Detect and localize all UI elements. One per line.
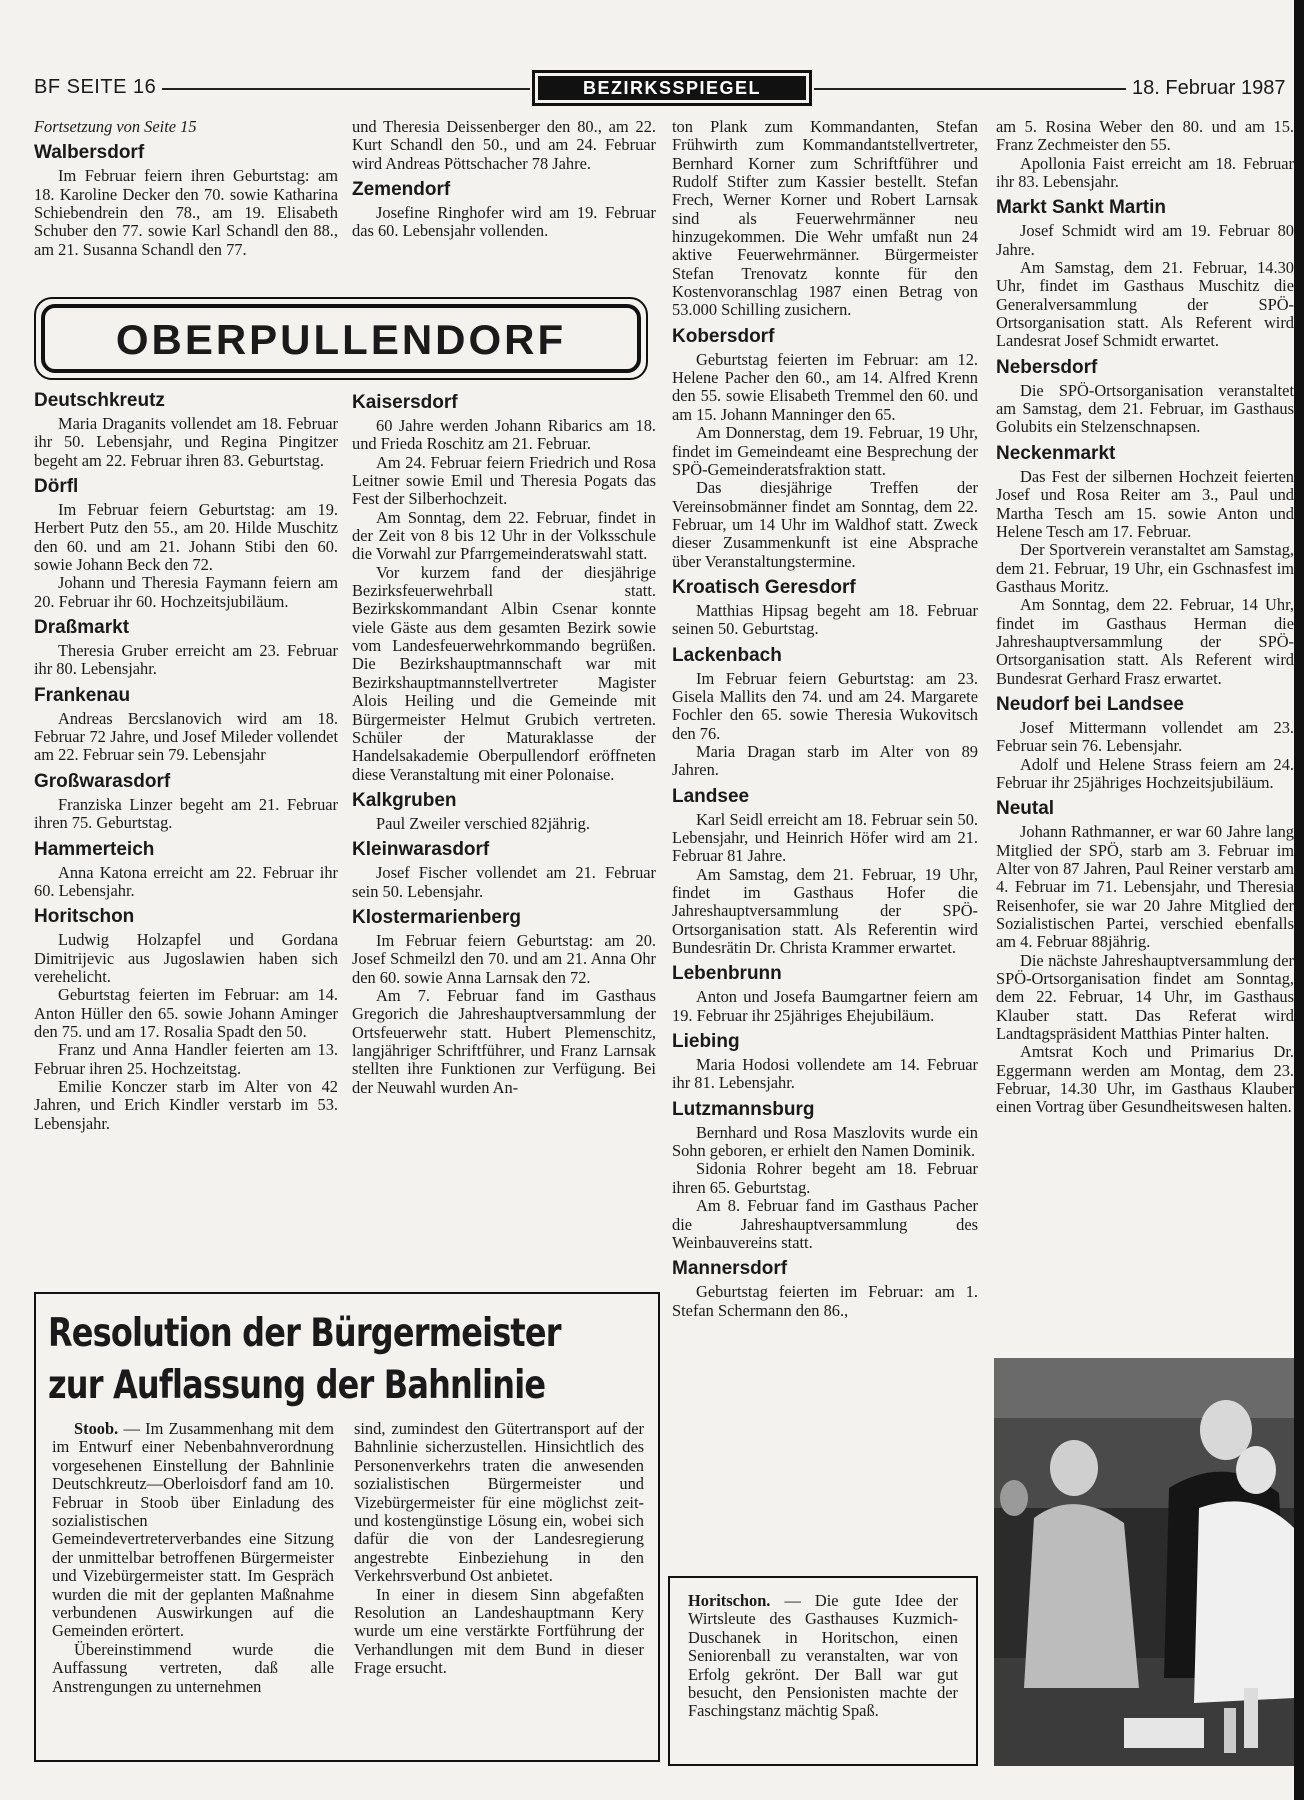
article-horitschon-2: Geburtstag feierten im Februar: am 14. Anton Hüller den 65. sowie Johann Aminger den 75. und am 17. Rosalia Spadt den 50. (34, 985, 338, 1041)
header-rule-left (162, 88, 530, 90)
heading-doerfl: Dörfl (34, 476, 79, 498)
heading-kaisersdorf: Kaisersdorf (352, 392, 458, 413)
article-neutal-2: Die nächste Jahreshauptversammlung der SPÖ-Ortsorganisation findet am Sonntag, dem 22. Februar, 14 Uhr, im Gasthaus Klauber statt. Das Referat wird Landtagspräsident Matthias Pinter halten. (996, 950, 1294, 1044)
article-neckenmarkt-2: Der Sportverein veranstaltet am Samstag, dem 21. Februar, 19 Uhr, ein Gschnasfest im Gasthaus Moritz. (996, 540, 1294, 596)
photo-caption-box (668, 1576, 978, 1766)
article-horitschon-3: Franz und Anna Handler feierten am 13. Februar ihren 25. Hochzeitstag. (34, 1040, 338, 1078)
article-neudorf-2: Adolf und Helene Strass feiern am 24. Februar ihr 25jähriges Hochzeitsjubiläum. (996, 754, 1294, 792)
resolution-column-2 (354, 1420, 644, 1678)
article-zemendorf: Josefine Ringhofer wird am 19. Februar das 60. Lebensjahr vollenden. (352, 203, 656, 241)
page-label: BF SEITE 16 (34, 76, 157, 98)
article-horitschon-1: Ludwig Holzapfel und Gordana Dimitrijevic aus Jugoslawien haben sich verehelicht. (34, 930, 338, 986)
heading-zemendorf: Zemendorf (352, 179, 451, 201)
continuation-note: Fortsetzung von Seite 15 (34, 117, 197, 136)
district-banner-title: OBERPULLENDORF (41, 304, 641, 373)
article-grosswarasdorf: Franziska Linzer begeht am 21. Februar ihren 75. Geburtstag. (34, 794, 338, 833)
resolution-headline-line-2: zur Auflassung der Bahnlinie (48, 1363, 546, 1408)
heading-landsee: Landsee (672, 785, 750, 807)
heading-neckenmarkt: Neckenmarkt (996, 442, 1116, 464)
article-kaisersdorf-2: Am 24. Februar feiern Friedrich und Rosa Leitner sowie Emil und Theresia Pogats das Fest der Silberhochzeit. (352, 452, 656, 509)
article-kaisersdorf-1: 60 Jahre werden Johann Ribarics am 18. und Frieda Roschitz am 21. Februar. (352, 416, 656, 454)
article-kroatisch-geresdorf: Matthias Hipsag begeht am 18. Februar seinen 50. Geburtstag. (672, 600, 978, 639)
column-4 (996, 118, 1294, 1117)
heading-grosswarasdorf: Großwarasdorf (34, 770, 171, 792)
article-frankenau: Andreas Bercslanovich wird am 18. Februar 72 Jahre, und Josef Mileder vollendet am 22. Februar sein 79. Lebensjahr (34, 708, 338, 765)
article-kalkgruben: Paul Zweiler verschied 82jährig. (376, 813, 590, 833)
article-neutal-1: Johann Rathmanner, er war 60 Jahre lang Mitglied der SPÖ, starb am 3. Februar im Alter von 87 Jahren, Paul Reiner verstarb am 4. Februar im 71. Lebensjahr, und Theresia Reisenhofer, sie war 20 Jahre Mitglied der Sozialistischen Partei, verschied ebenfalls am 4. Februar 88jährig. (996, 822, 1294, 952)
article-lackenbach-2: Maria Dragan starb im Alter von 89 Jahren. (672, 741, 978, 780)
article-lutzmannsburg-2: Sidonia Rohrer begeht am 18. Februar ihren 65. Geburtstag. (672, 1159, 978, 1197)
article-nebersdorf: Die SPÖ-Ortsorganisation veranstaltet am Samstag, dem 21. Februar, im Gasthaus Golubits ein Stelzenschnapsen. (996, 380, 1294, 437)
dance-photo-image (994, 1358, 1294, 1766)
article-continued-2: ton Plank zum Kommandanten, Stefan Frühwirth zum Kommandantstellvertreter, Bernhard Korner zum Schriftführer und Rudolf Stifter zum Kassier bestellt. Stefan Frech, Werner Korner und Robert Larnsak sind als Feuerwehrmänner neu hinzugekommen. Die Wehr umfaßt nun 24 aktive Feuerwehrmänner. Bürgermeister Stefan Trenovatz konnte für den Kostenvoranschlag 1987 einen Betrag von 53.000 Schilling zusichern. (672, 117, 978, 320)
article-drassmarkt: Theresia Gruber erreicht am 23. Februar ihr 80. Lebensjahr. (34, 641, 338, 679)
article-kobersdorf-1: Geburtstag feierten im Februar: am 12. Helene Pacher den 60., am 14. Alfred Krenn den 55. sowie Elisabeth Tremmel den 60. und am 15. Johann Manninger den 65. (672, 349, 978, 424)
resolution-paragraph-4: In einer in diesem Sinn abgefaßten Resolution an Landeshauptmann Kery wurde um eine verstärkte Fortführung der Verhandlungen mit dem Bund in dieser Frage ersucht. (354, 1584, 644, 1678)
article-continued: und Theresia Deissenberger den 80., am 22. Kurt Schandl den 50., und am 24. Februar wird Andreas Pöttschacher 78 Jahre. (352, 117, 656, 173)
article-markt-1: Josef Schmidt wird am 19. Februar 80 Jahre. (996, 221, 1294, 259)
column-2 (352, 392, 656, 1097)
caption-dateline: Horitschon. (688, 1591, 771, 1610)
article-kaisersdorf-4: Vor kurzem fand der diesjährige Bezirksfeuerwehrball statt. Bezirkskommandant Albin Csenar konnte viele Gäste aus dem gesamten Bezirk sowie vom Landesfeuerwehrkommando begrüßen. Die Bezirkshauptmannschaft war mit Bezirkshauptmannstellvertreter Magister Alois Heiling und die Gemeinde mit Bürgermeister Helmut Grubich vertreten. Schüler der Maturaklasse der Handelsakademie Oberpullendorf eröffneten diese Veranstaltung mit einer Polonaise. (352, 562, 656, 784)
resolution-dateline: Stoob. (74, 1419, 119, 1438)
heading-kobersdorf: Kobersdorf (672, 325, 775, 347)
article-klostermarienberg-1: Im Februar feiern Geburtstag: am 20. Josef Schmeilzl den 70. und am 21. Anna Ohr den 60. sowie Anna Larnsak den 72. (352, 930, 656, 987)
resolution-headline-line-1: Resolution der Bürgermeister (48, 1311, 561, 1356)
district-banner (34, 297, 648, 380)
heading-nebersdorf: Nebersdorf (996, 356, 1098, 378)
article-neudorf-1: Josef Mittermann vollendet am 23. Februar sein 76. Lebensjahr. (996, 717, 1294, 756)
article-kobersdorf-2: Am Donnerstag, dem 19. Februar, 19 Uhr, findet im Gemeindeamt eine Besprechung der SPÖ-Gemeinderatsfraktion statt. (672, 423, 978, 479)
resolution-paragraph-2: Übereinstimmend wurde die Auffassung vertreten, daß alle Anstrengungen zu unternehmen (52, 1639, 334, 1696)
heading-kleinwarasdorf: Kleinwarasdorf (352, 839, 490, 861)
heading-liebing: Liebing (672, 1031, 740, 1053)
article-continued-4: Apollonia Faist erreicht am 18. Februar ihr 83. Lebensjahr. (996, 153, 1294, 192)
article-kobersdorf-3: Das diesjährige Treffen der Vereinsobmänner findet am Sonntag, dem 22. Februar, um 14 Uhr im Waldhof statt. Zweck dieser Zusammenkunft ist eine Absprache über Veranstaltungstermine. (672, 478, 978, 571)
heading-mannersdorf: Mannersdorf (672, 1258, 788, 1280)
resolution-headline (48, 1308, 561, 1412)
heading-lutzmannsburg: Lutzmannsburg (672, 1098, 815, 1120)
resolution-column-1 (52, 1420, 334, 1696)
caption-text: — Die gute Idee der Wirtsleute des Gasthauses Kuzmich-Duschanek in Horitschon, einen Seniorenball zu veranstalten, war von Erfolg gekrönt. Der Ball war gut besucht, den Pensionisten machte der Faschingstanz mächtig Spaß. (688, 1591, 958, 1721)
heading-kroatisch-geresdorf: Kroatisch Geresdorf (672, 576, 856, 598)
article-lutzmannsburg-3: Am 8. Februar fand im Gasthaus Pacher die Jahreshauptversammlung des Weinbauvereins statt. (672, 1196, 978, 1252)
heading-markt-sankt-martin: Markt Sankt Martin (996, 197, 1166, 219)
article-lackenbach-1: Im Februar feiern Geburtstag: am 23. Gisela Mallits den 74. und am 24. Margarete Fochler den 65. sowie Theresia Wukovitsch den 76. (672, 668, 978, 743)
heading-lackenbach: Lackenbach (672, 644, 782, 666)
article-hammerteich: Anna Katona erreicht am 22. Februar ihr 60. Lebensjahr. (34, 862, 338, 900)
article-doerfl-2: Johann und Theresia Faymann feiern am 20. Februar ihr 60. Hochzeitsjubiläum. (34, 573, 338, 611)
article-deutschkreutz: Maria Draganits vollendet am 18. Februar ihr 50. Lebensjahr, und Regina Pingitzer begeht am 22. Februar ihren 83. Geburtstag. (34, 414, 338, 470)
article-lutzmannsburg-1: Bernhard und Rosa Maszlovits wurde ein Sohn geboren, er erhielt den Namen Dominik. (672, 1122, 978, 1161)
article-horitschon-4: Emilie Konczer starb im Alter von 42 Jahren, und Erich Kindler verstarb im 53. Lebensjahr. (34, 1076, 338, 1133)
resolution-paragraph-3: sind, zumindest den Gütertransport auf der Bahnlinie sicherzustellen. Hinsichtlich des Personenverkehrs traten die anwesenden sozialistischen Bürgermeister und Vizebürgermeister für eine möglichst zeit- und kostengünstige Lösung ein, wobei sich dafür die von der Landesregierung angestrebte Einbeziehung in den Verkehrsverbund Ost anbietet. (354, 1419, 644, 1586)
article-kleinwarasdorf: Josef Fischer vollendet am 21. Februar sein 50. Lebensjahr. (352, 863, 656, 901)
heading-lebenbrunn: Lebenbrunn (672, 963, 782, 985)
column-2-top (352, 118, 656, 241)
heading-hammerteich: Hammerteich (34, 838, 155, 860)
column-1-top (34, 118, 338, 259)
article-doerfl-1: Im Februar feiern Geburtstag: am 19. Herbert Putz den 55., am 20. Hilde Muschitz den 60. und am 21. Johann Stibi den 60. sowie Johann Beck den 72. (34, 500, 338, 575)
column-3 (672, 118, 978, 1320)
resolution-paragraph-1: — Im Zusammenhang mit dem im Entwurf einer Nebenbahnverordnung vorgesehenen Einstellung der Bahnlinie Deutschkreutz—Oberloisdorf fand am 10. Februar in Stoob über Einladung des sozialistischen Gemeindevertreterverbandes eine Sitzung der unmittelbar betroffenen Bürgermeister und Vizebürgermeister statt. Im Gespräch wurden die mit der geplanten Maßnahme verbundenen Auswirkungen auf die Gemeinden erörtert. (52, 1419, 334, 1641)
article-walbersdorf: Im Februar feiern ihren Geburtstag: am 18. Karoline Decker den 70. sowie Katharina Schiebendrein den 78., am 19. Elisabeth Schuber den 77. sowie Karl Schandl den 88., am 21. Susanna Schandl den 77. (34, 166, 338, 259)
heading-walbersdorf: Walbersdorf (34, 142, 145, 164)
article-mannersdorf: Geburtstag feierten im Februar: am 1. Stefan Schermann den 86., (672, 1282, 978, 1320)
column-1 (34, 390, 338, 1133)
article-landsee-1: Karl Seidl erreicht am 18. Februar sein 50. Lebensjahr, und Heinrich Höfer wird am 21. Februar 81 Jahre. (672, 809, 978, 866)
article-continued-3: am 5. Rosina Weber den 80. und am 15. Franz Zechmeister den 55. (996, 117, 1294, 155)
header-rule-right (814, 88, 1126, 90)
section-label: BEZIRKSSPIEGEL (538, 76, 806, 100)
scan-edge (1294, 0, 1304, 1800)
article-klostermarienberg-2: Am 7. Februar fand im Gasthaus Gregorich die Jahreshauptversammlung der Ortsfeuerwehr statt. Hubert Plemenschitz, langjähriger Schriftführer, und Franz Larnsak stellten ihre Funktionen zur Verfügung. Bei der Neuwahl wurden An- (352, 985, 656, 1097)
heading-neudorf: Neudorf bei Landsee (996, 693, 1184, 715)
article-neckenmarkt-1: Das Fest der silbernen Hochzeit feierten Josef und Rosa Reiter am 3., Paul und Martha Tesch am 15. sowie Anton und Helene Tesch am 17. Februar. (996, 466, 1294, 541)
heading-frankenau: Frankenau (34, 684, 131, 706)
dance-photo (994, 1358, 1294, 1766)
section-label-box (532, 70, 812, 106)
heading-deutschkreutz: Deutschkreutz (34, 390, 165, 411)
resolution-article (34, 1292, 660, 1762)
article-markt-2: Am Samstag, dem 21. Februar, 14.30 Uhr, findet im Gasthaus Muschitz die Generalversammlung der SPÖ-Ortsorganisation statt. Als Referent wird Landesrat Josef Schmidt erwartet. (996, 258, 1294, 351)
heading-neutal: Neutal (996, 798, 1055, 820)
article-landsee-2: Am Samstag, dem 21. Februar, 19 Uhr, findet im Gasthaus Hofer die Jahreshauptversammlung der SPÖ-Ortsorganisation statt. Als Referentin wird Bundesrätin Dr. Christa Krammer erwartet. (672, 864, 978, 958)
article-kaisersdorf-3: Am Sonntag, dem 22. Februar, findet in der Zeit von 8 bis 12 Uhr in der Volksschule die Vorwahl zur Pfarrgemeinderatswahl statt. (352, 507, 656, 564)
heading-klostermarienberg: Klostermarienberg (352, 906, 521, 928)
article-neutal-3: Amtsrat Koch und Primarius Dr. Eggermann werden am Montag, dem 23. Februar, 14.30 Uhr, im Gasthaus Klauber einen Vortrag über Gesundheitswesen halten. (996, 1042, 1294, 1117)
article-neckenmarkt-3: Am Sonntag, dem 22. Februar, 14 Uhr, findet im Gasthaus Herman die Jahreshauptversammlung der SPÖ-Ortsorganisation statt. Als Referent wird Bundesrat Gerhard Frasz erwartet. (996, 595, 1294, 688)
heading-drassmarkt: Draßmarkt (34, 617, 130, 639)
issue-date: 18. Februar 1987 (1132, 77, 1286, 99)
heading-horitschon: Horitschon (34, 906, 135, 928)
article-lebenbrunn: Anton und Josefa Baumgartner feiern am 19. Februar ihr 25jähriges Ehejubiläum. (672, 987, 978, 1025)
article-liebing: Maria Hodosi vollendete am 14. Februar ihr 81. Lebensjahr. (672, 1055, 978, 1093)
heading-kalkgruben: Kalkgruben (352, 789, 457, 811)
